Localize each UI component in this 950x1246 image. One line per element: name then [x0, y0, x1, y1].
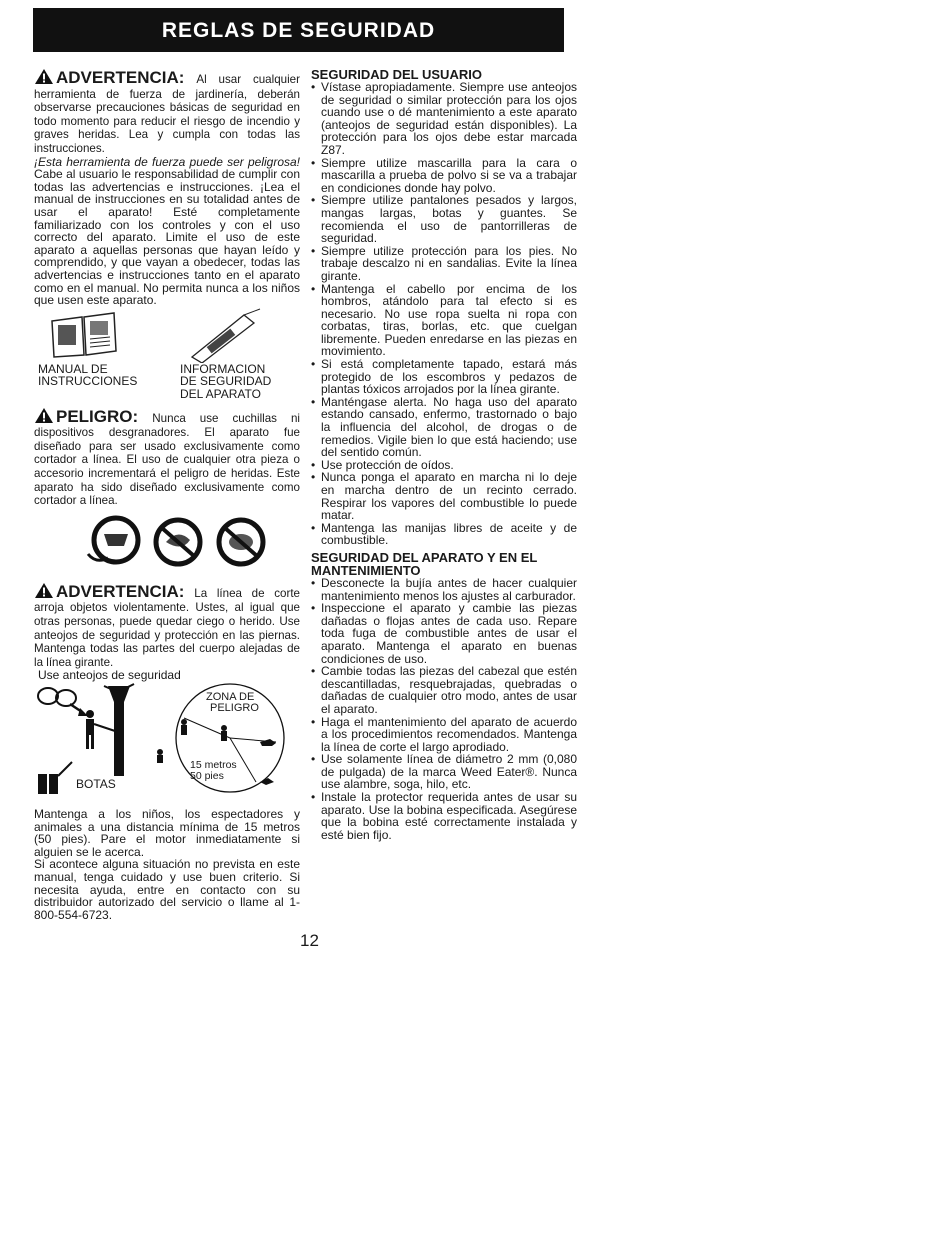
page-banner: REGLAS DE SEGURIDAD: [33, 8, 564, 52]
illustration-captions: [34, 363, 300, 403]
list-item: • Cambie todas las piezas del cabezal que estén descantilladas, resquebrajadas, quebradas o dañadas de cualquier otro modo, antes de usar el aparato.: [311, 665, 577, 715]
list-item: • Inspeccione el aparato y cambie las piezas dañadas o flojas antes de cada uso. Repare toda fuga de combustible antes de usar el aparato. Mantenga el aparato en buenas condiciones de uso.: [311, 602, 577, 665]
list-item: • Haga el mantenimiento del aparato de acuerdo a los procedimientos recomendados. Mantenga la línea de corte el largo aprodiado.: [311, 716, 577, 754]
danger-paragraph: [34, 407, 300, 508]
boots-icon: [38, 762, 72, 794]
warning-triangle-icon: [34, 68, 54, 88]
maintenance-safety-title: SEGURIDAD DEL APARATO Y EN EL MANTENIMIENTO: [311, 549, 538, 578]
danger-tool-italic: ¡Esta herramienta de fuerza puede ser peligrosa!: [34, 154, 300, 169]
list-item: • Use solamente línea de diámetro 2 mm (0,080 de pulgada) de la marca Weed Eater®. Nunca use alambre, soga, hilo, etc.: [311, 753, 577, 791]
list-item: • Si está completamente tapado, estará más protegido de los escombros y pedazos de plantas tóxicos arrojados por la línea girante.: [311, 358, 577, 396]
distance-label: 15 metros 50 pies: [190, 759, 237, 782]
no-shredder-icon: [156, 520, 200, 564]
left-column: [34, 68, 300, 921]
danger-tool-text: Cabe al usuario le responsabilidad de cumplir con todas las advertencias e instrucciones. ¡Lea el manual de instrucciones en su totalidad antes de usar el aparato! Esté completamente familiarizado con los controles y con el uso correcto del aparato. Limite el uso de este aparato a aquellas personas que hayan leído y comprendido, y que vayan a obedecer, todas las advertencias e instrucciones tanto en el aparato como en el manual. No permita nunca a los niños que usen este aparato.: [34, 167, 300, 308]
danger-zone-label: ZONA DE PELIGRO: [206, 691, 259, 714]
safety-info-caption: INFORMACION DE SEGURIDAD DEL APARATO: [180, 361, 272, 402]
manual-book-icon: [48, 311, 120, 361]
manual-caption: MANUAL DE INSTRUCCIONES: [38, 361, 138, 389]
user-safety-list: [311, 81, 577, 547]
list-item: • Desconecte la bujía antes de hacer cualquier mantenimiento menos los ajustes al carburador.: [311, 577, 577, 602]
danger-title: PELIGRO:: [56, 406, 139, 426]
safety-tag-icon: [184, 307, 264, 363]
danger-triangle-icon: [34, 407, 54, 427]
warning-body-2: arroja objetos violentamente. Ustes, al igual que otras personas, puede quedar ciego o herido. Use anteojos de seguridad y protección en las piernas. Mantenga todas las partes del cuerpo alejadas de la línea girante.: [34, 601, 300, 669]
operator-figure: [86, 710, 118, 749]
list-item: • Siempre utilize pantalones pesados y largos, mangas largas, botas y guantes. Se recomienda el uso de pantorrilleras de seguridad.: [311, 194, 577, 244]
no-accessory-icon: [219, 520, 263, 564]
user-safety-title: SEGURIDAD DEL USUARIO: [311, 67, 482, 82]
list-item: • Siempre utilize protección para los pies. No trabaje descalzo ni en sandalias. Evite la línea girante.: [311, 245, 577, 283]
danger-tool-paragraph: [34, 156, 300, 307]
page-number: 12: [300, 931, 319, 950]
list-item: • Mantenga el cabello por encima de los hombros, atándolo para tal efecto si es necesario. No use ropa suelta ni ropa con corbatas, tiras, borlas, etc. que cuelgan libremente. Pueden enredarse en las piezas en movimiento.: [311, 283, 577, 359]
warning-body: herramienta de fuerza de jardinería, deberán observarse precauciones básicas de seguridad en todo momento para reducir el riesgo de incendio y graves heridas. Lea y cumpla con todas las instrucciones.: [34, 87, 300, 155]
list-item: • Instale la protector requerida antes de usar su aparato. Use la bobina especificada. Asegúrese que la bobina esté correctamente instalada y esté bien fijo.: [311, 791, 577, 841]
blade-prohibition-icons: [34, 508, 300, 578]
warning-lead: Al usar cualquier: [196, 73, 300, 86]
warning-title-2: ADVERTENCIA:: [56, 581, 185, 601]
help-paragraph: Si acontece alguna situación no prevista en este manual, tenga cuidado y use buen criterio. Si necesita ayuda, entre en contacto con su distribuidor autorizado del servicio o llame al 1-800-554-6723.: [34, 857, 300, 922]
list-item: • Use protección de oídos.: [311, 459, 577, 472]
list-item: • Manténgase alerta. No haga uso del aparato estando cansado, enfermo, trastornado o bajo la influencia del alcohol, de drogas o de remedios. Vigile bien lo que está haciendo; use del sentido común.: [311, 396, 577, 459]
no-blade-icon: [88, 518, 138, 562]
keep-distance-paragraph: Mantenga a los niños, los espectadores y animales a una distancia mínima de 15 metros (50 pies). Pare el motor inmediatamente si alguien se le acerca.: [34, 807, 300, 859]
danger-body: Nunca use cuchillas ni dispositivos desgranadores. El aparato fue diseñado para ser usado exclusivamente como cortador a línea. El uso de cualquier otra pieza o accesorio incrementará el peligro de heridas. Este aparato ha sido diseñado exclusivamente como cortador a línea.: [34, 411, 300, 508]
warning-title: ADVERTENCIA:: [56, 68, 185, 87]
list-item: • Vístase apropiadamente. Siempre use anteojos de seguridad o similar protección para los ojos cuando use o dé mantenimiento a este aparato (anteojos de seguridad están disponibles). La protección para los ojos debe estar marcada Z87.: [311, 81, 577, 157]
manual-illustrations: [34, 307, 300, 363]
boots-label: BOTAS: [76, 777, 116, 791]
list-item: • Siempre utilize mascarilla para la cara o mascarilla a prueba de polvo si se va a trabajar en condiciones donde hay polvo.: [311, 157, 577, 195]
danger-zone-diagram: [34, 682, 300, 802]
goggles-icon: [38, 688, 88, 716]
list-item: • Nunca ponga el aparato en marcha ni lo deje en marcha dentro de un recinto cerrado. Respirar los vapores del combustible lo puede matar.: [311, 471, 577, 521]
tree-icon: [104, 684, 134, 776]
warning-paragraph-2: [34, 582, 300, 670]
right-column: [311, 68, 577, 841]
list-item: • Mantenga las manijas libres de aceite y de combustible.: [311, 522, 577, 547]
warning-triangle-icon: [34, 582, 54, 602]
goggles-caption: Use anteojos de seguridad: [38, 668, 181, 683]
maintenance-safety-list: [311, 577, 577, 841]
warning-paragraph-1: [34, 68, 300, 156]
warning-lead-2: La línea de corte: [194, 586, 300, 600]
